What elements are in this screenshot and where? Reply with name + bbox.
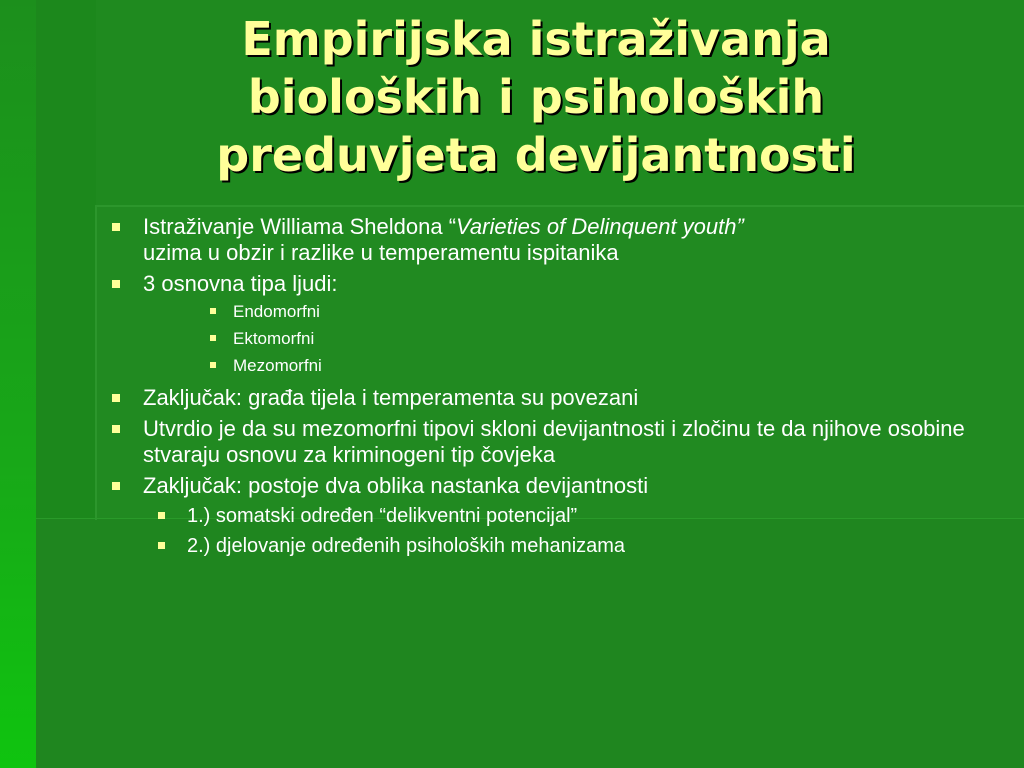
slide-title <box>96 10 976 184</box>
sub-bullet-item-ektomorfni <box>100 329 1000 349</box>
sub-bullet-item-psychological <box>100 534 1000 558</box>
square-bullet-icon <box>210 308 216 314</box>
bullet-item-types <box>100 271 1000 297</box>
sub-bullet-text: Mezomorfni <box>233 356 322 375</box>
sub-bullet-item-mezomorfni <box>100 356 1000 376</box>
background-panel-upper <box>36 0 96 520</box>
square-bullet-icon <box>158 512 165 519</box>
bullet-item-conclusion-2 <box>100 473 1000 499</box>
square-bullet-icon <box>112 425 120 433</box>
book-title-italic: Varieties of Delinquent youth” <box>456 214 744 239</box>
bullet-text: 3 osnovna tipa ljudi: <box>143 271 338 296</box>
sub-bullet-text: Endomorfni <box>233 302 320 321</box>
square-bullet-icon <box>112 394 120 402</box>
square-bullet-icon <box>158 542 165 549</box>
bullet-text: Zaključak: postoje dva oblika nastanka devijantnosti <box>143 473 649 498</box>
background-divider-horizontal <box>96 205 1024 207</box>
title-line-1: Empirijska istraživanja <box>241 12 831 66</box>
square-bullet-icon <box>210 335 216 341</box>
background-divider-vertical <box>95 205 97 520</box>
bullet-text: Utvrdio je da su mezomorfni tipovi skloni devijantnosti i zločinu te da njihove osobine stvaraju osnovu za kriminogeni tip čovjeka <box>143 416 965 467</box>
bullet-text-continued: uzima u obzir i razlike u temperamentu ispitanika <box>143 240 619 265</box>
bullet-text: Zaključak: građa tijela i temperamenta su povezani <box>143 385 639 410</box>
sub-bullet-item-somatic <box>100 504 1000 528</box>
sub-bullet-text: Ektomorfni <box>233 329 315 348</box>
background-left-strip <box>0 0 36 768</box>
square-bullet-icon <box>112 482 120 490</box>
sub-bullet-text: 1.) somatski određen “delikventni potencijal” <box>187 505 578 527</box>
square-bullet-icon <box>210 362 216 368</box>
sub-bullet-item-endomorfni <box>100 302 1000 322</box>
title-line-2: bioloških i psiholoških <box>247 70 825 124</box>
bullet-item-mesomorph-finding <box>100 416 1000 468</box>
slide-content <box>100 214 1000 564</box>
bullet-text: Istraživanje Williama Sheldona “ <box>143 214 457 239</box>
square-bullet-icon <box>112 223 120 231</box>
title-line-3: preduvjeta devijantnosti <box>216 128 856 182</box>
sub-bullet-text: 2.) djelovanje određenih psiholoških mehanizama <box>187 535 626 557</box>
bullet-item-conclusion-1 <box>100 385 1000 411</box>
square-bullet-icon <box>112 280 120 288</box>
bullet-item-sheldon <box>100 214 1000 266</box>
